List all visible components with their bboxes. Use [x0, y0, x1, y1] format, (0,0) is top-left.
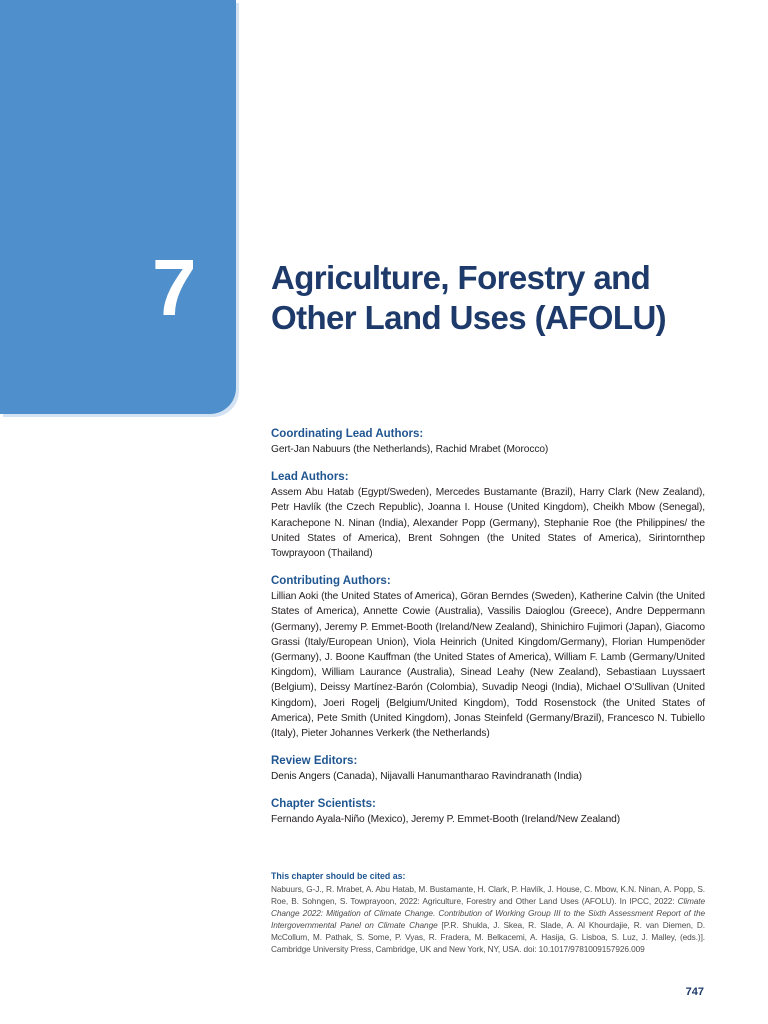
citation-text — [271, 884, 705, 955]
page-number: 747 — [685, 986, 704, 998]
chapter-tab-block — [0, 0, 236, 414]
citation-text-part1: Nabuurs, G-J., R. Mrabet, A. Abu Hatab, M. Bustamante, H. Clark, P. Havlík, J. House, C. Mbow, K.N. Ninan, A. Popp, S. Roe, B. Sohngen, S. Towprayoon, 2022: Agriculture, Forestry and Other Land Uses (AFOLU). In IPCC, 2022: — [271, 884, 705, 906]
citation-heading: This chapter should be cited as: — [271, 871, 406, 881]
section-heading: Review Editors: — [271, 755, 358, 768]
citation-text-part2: [P.R. Shukla, J. Skea, R. Slade, A. Al Khourdajie, R. van Diemen, D. McCollum, M. Pathak, S. Some, P. Vyas, R. Fradera, M. Belkacemi, A. Hasija, G. Lisboa, S. Luz, J. Malley, (eds.)]. Cambridge University Press, Cambridge, UK and New York, NY, USA. doi: 10.1017/9781009157926.009 — [271, 919, 705, 954]
section-heading: Chapter Scientists: — [271, 798, 376, 811]
author-list — [271, 427, 705, 841]
section-body: Assem Abu Hatab (Egypt/Sweden), Mercedes Bustamante (Brazil), Harry Clark (New Zealand), Petr Havlík (the Czech Republic), Joanna I. House (United Kingdom), Cheikh Mbow (Senegal), Karachepone N. Ninan (India), Alexander Popp (Germany), Stephanie Roe (the Philippines/ the United States of America), Brent Sohngen (the United States of America), Sirintornthep Towprayoon (Thailand) — [271, 487, 705, 560]
chapter-number: 7 — [152, 243, 196, 332]
citation-block — [271, 870, 705, 955]
contributing-authors-section — [271, 574, 705, 741]
coordinating-lead-authors-section — [271, 427, 705, 457]
section-heading: Contributing Authors: — [271, 575, 391, 588]
review-editors-section — [271, 754, 705, 784]
chapter-scientists-section — [271, 797, 705, 827]
section-body: Denis Angers (Canada), Nijavalli Hanumantharao Ravindranath (India) — [271, 771, 582, 783]
section-body: Gert-Jan Nabuurs (the Netherlands), Rachid Mrabet (Morocco) — [271, 444, 549, 455]
citation-report-title: Climate Change 2022: Mitigation of Climate Change. Contribution of Working Group III to the Sixth Assessment Report of the Intergovernmental Panel on Climate Change — [271, 895, 705, 930]
lead-authors-section — [271, 470, 705, 561]
section-body: Lillian Aoki (the United States of America), Göran Berndes (Sweden), Katherine Calvin (the United States of America), Annette Cowie (Australia), Vassilis Daioglou (Greece), Andre Deppermann (Germany), Jeremy P. Emmet-Booth (Ireland/New Zealand), Shinichiro Fujimori (Japan), Giacomo Grassi (Italy/European Union), Viola Heinrich (United Kingdom/Germany), Florian Humpenöder (Germany), J. Boone Kauffman (the United States of America), William F. Lamb (Germany/United Kingdom), William Laurance (Australia), Sinead Leahy (New Zealand), Sebastiaan Luyssaert (Belgium), Deissy Martínez-Barón (Colombia), Suvadip Neogi (India), Michael O’Sullivan (United Kingdom), Joeri Rogelj (Belgium/United Kingdom), Todd Rosenstock (the United States of America), Pete Smith (United Kingdom), Jonas Steinfeld (Germany/Brazil), Francesco N. Tubiello (Italy), Pieter Johannes Verkerk (the Netherlands) — [271, 591, 705, 740]
chapter-title: Agriculture, Forestry and Other Land Uses (AFOLU) — [271, 259, 667, 336]
section-heading: Coordinating Lead Authors: — [271, 428, 424, 440]
section-heading: Lead Authors: — [271, 471, 349, 484]
section-body: Fernando Ayala-Niño (Mexico), Jeremy P. Emmet-Booth (Ireland/New Zealand) — [271, 814, 621, 826]
